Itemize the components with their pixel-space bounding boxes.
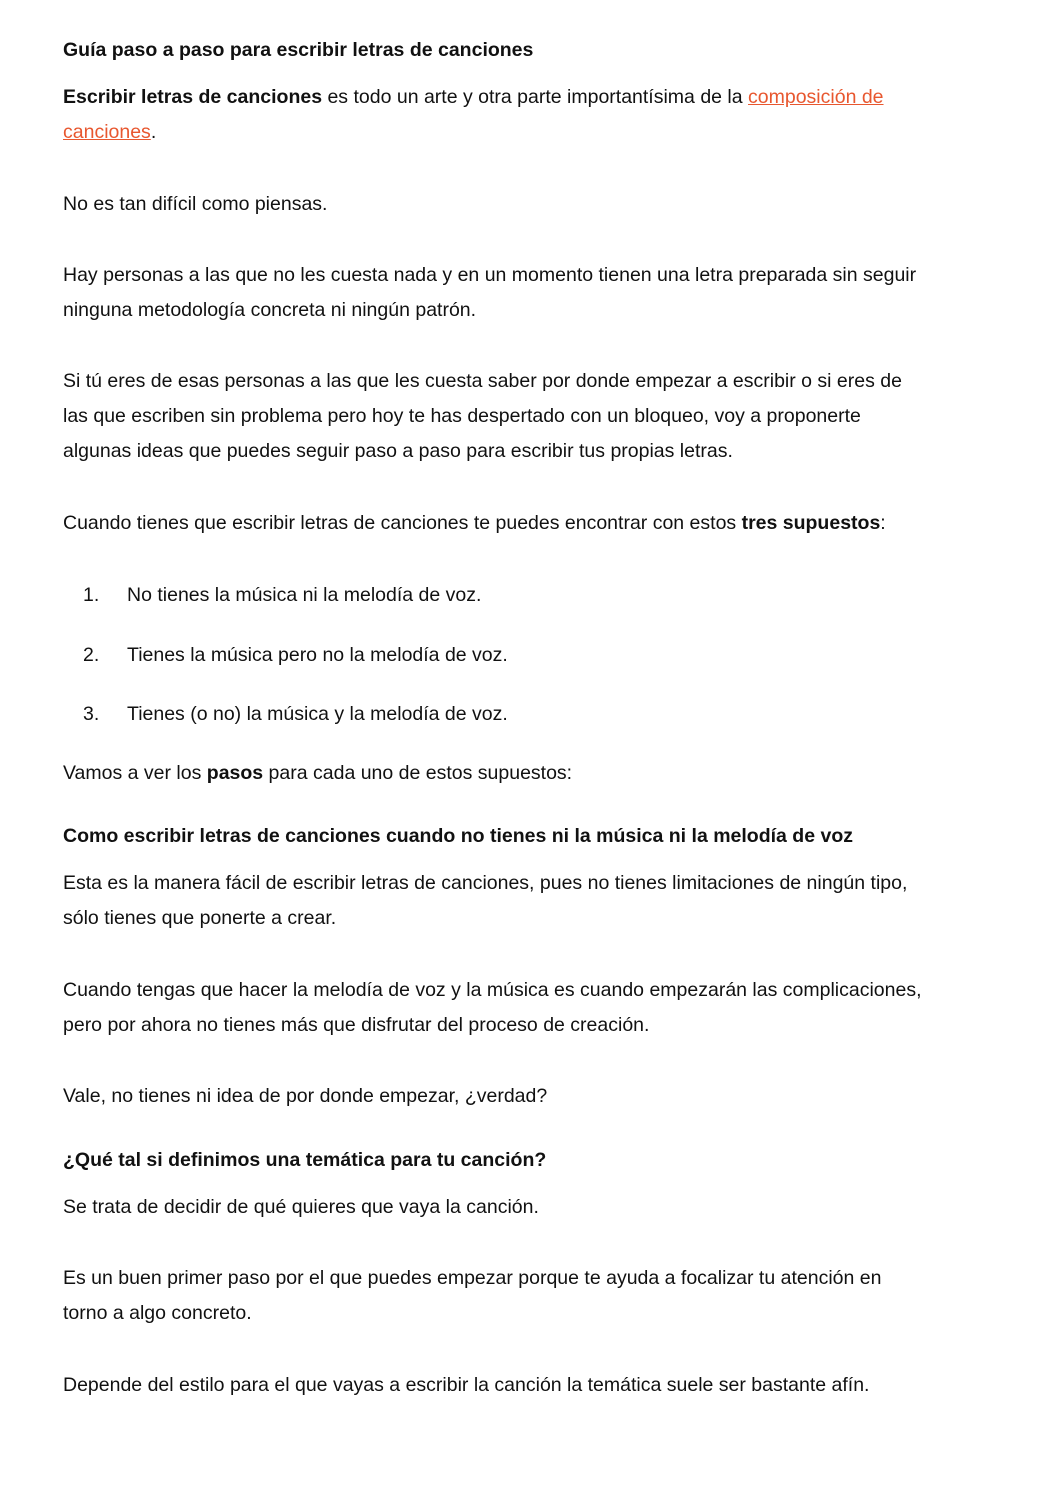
- paragraph-9: Se trata de decidir de qué quieres que vaya la canción.: [63, 1196, 539, 1218]
- subsection-heading: ¿Qué tal si definimos una temática para tu canción?: [63, 1149, 547, 1171]
- p5-end: para cada uno de estos supuestos:: [263, 762, 573, 784]
- list-number: 2.: [83, 644, 100, 666]
- list-text: Tienes (o no) la música y la melodía de voz.: [127, 703, 508, 725]
- composition-link-cont[interactable]: canciones: [63, 121, 151, 143]
- paragraph-1: No es tan difícil como piensas.: [63, 193, 328, 215]
- section-heading: Como escribir letras de canciones cuando no tienes ni la música ni la melodía de voz: [63, 825, 853, 847]
- list-text: Tienes la música pero no la melodía de voz.: [127, 644, 508, 666]
- list-number: 3.: [83, 703, 100, 725]
- paragraph-5: [63, 756, 572, 791]
- intro-text: es todo un arte y otra parte importantísima de la: [322, 86, 749, 108]
- paragraph-8: Vale, no tienes ni idea de por donde empezar, ¿verdad?: [63, 1085, 548, 1107]
- paragraph-10-line1: Es un buen primer paso por el que puedes empezar porque te ayuda a focalizar tu atención en: [63, 1267, 882, 1289]
- paragraph-6-line2: sólo tienes que ponerte a crear.: [63, 907, 337, 929]
- paragraph-7-line2: pero por ahora no tienes más que disfrutar del proceso de creación.: [63, 1014, 650, 1036]
- paragraph-2-line1: Hay personas a las que no les cuesta nada y en un momento tienen una letra preparada sin seguir: [63, 264, 917, 286]
- paragraph-6-line1: Esta es la manera fácil de escribir letras de canciones, pues no tienes limitaciones de ningún tipo,: [63, 872, 908, 894]
- paragraph-3-line2: las que escriben sin problema pero hoy te has despertado con un bloqueo, voy a proponerte: [63, 405, 861, 427]
- paragraph-3-line1: Si tú eres de esas personas a las que les cuesta saber por donde empezar a escribir o si eres de: [63, 370, 902, 392]
- paragraph-3-line3: algunas ideas que puedes seguir paso a paso para escribir tus propias letras.: [63, 440, 733, 462]
- intro-bold: Escribir letras de canciones: [63, 86, 323, 108]
- document-title: Guía paso a paso para escribir letras de canciones: [63, 39, 534, 61]
- paragraph-4: [63, 506, 886, 541]
- list-text: No tienes la música ni la melodía de voz.: [127, 584, 482, 606]
- paragraph-2-line2: ninguna metodología concreta ni ningún patrón.: [63, 299, 477, 321]
- intro-paragraph-line2: [63, 115, 156, 150]
- paragraph-11: Depende del estilo para el que vayas a escribir la canción la temática suele ser bastante afín.: [63, 1374, 870, 1396]
- p4-text: Cuando tienes que escribir letras de canciones te puedes encontrar con estos: [63, 512, 742, 534]
- paragraph-10-line2: torno a algo concreto.: [63, 1302, 252, 1324]
- composition-link[interactable]: composición de: [748, 86, 884, 108]
- p4-bold: tres supuestos: [741, 512, 881, 534]
- paragraph-7-line1: Cuando tengas que hacer la melodía de voz y la música es cuando empezarán las complicaciones,: [63, 979, 922, 1001]
- intro-end: .: [150, 121, 157, 143]
- p4-end: :: [880, 512, 886, 534]
- p5-bold: pasos: [206, 762, 264, 784]
- list-number: 1.: [83, 584, 100, 606]
- p5-text: Vamos a ver los: [63, 762, 207, 784]
- intro-paragraph-line1: [63, 80, 884, 115]
